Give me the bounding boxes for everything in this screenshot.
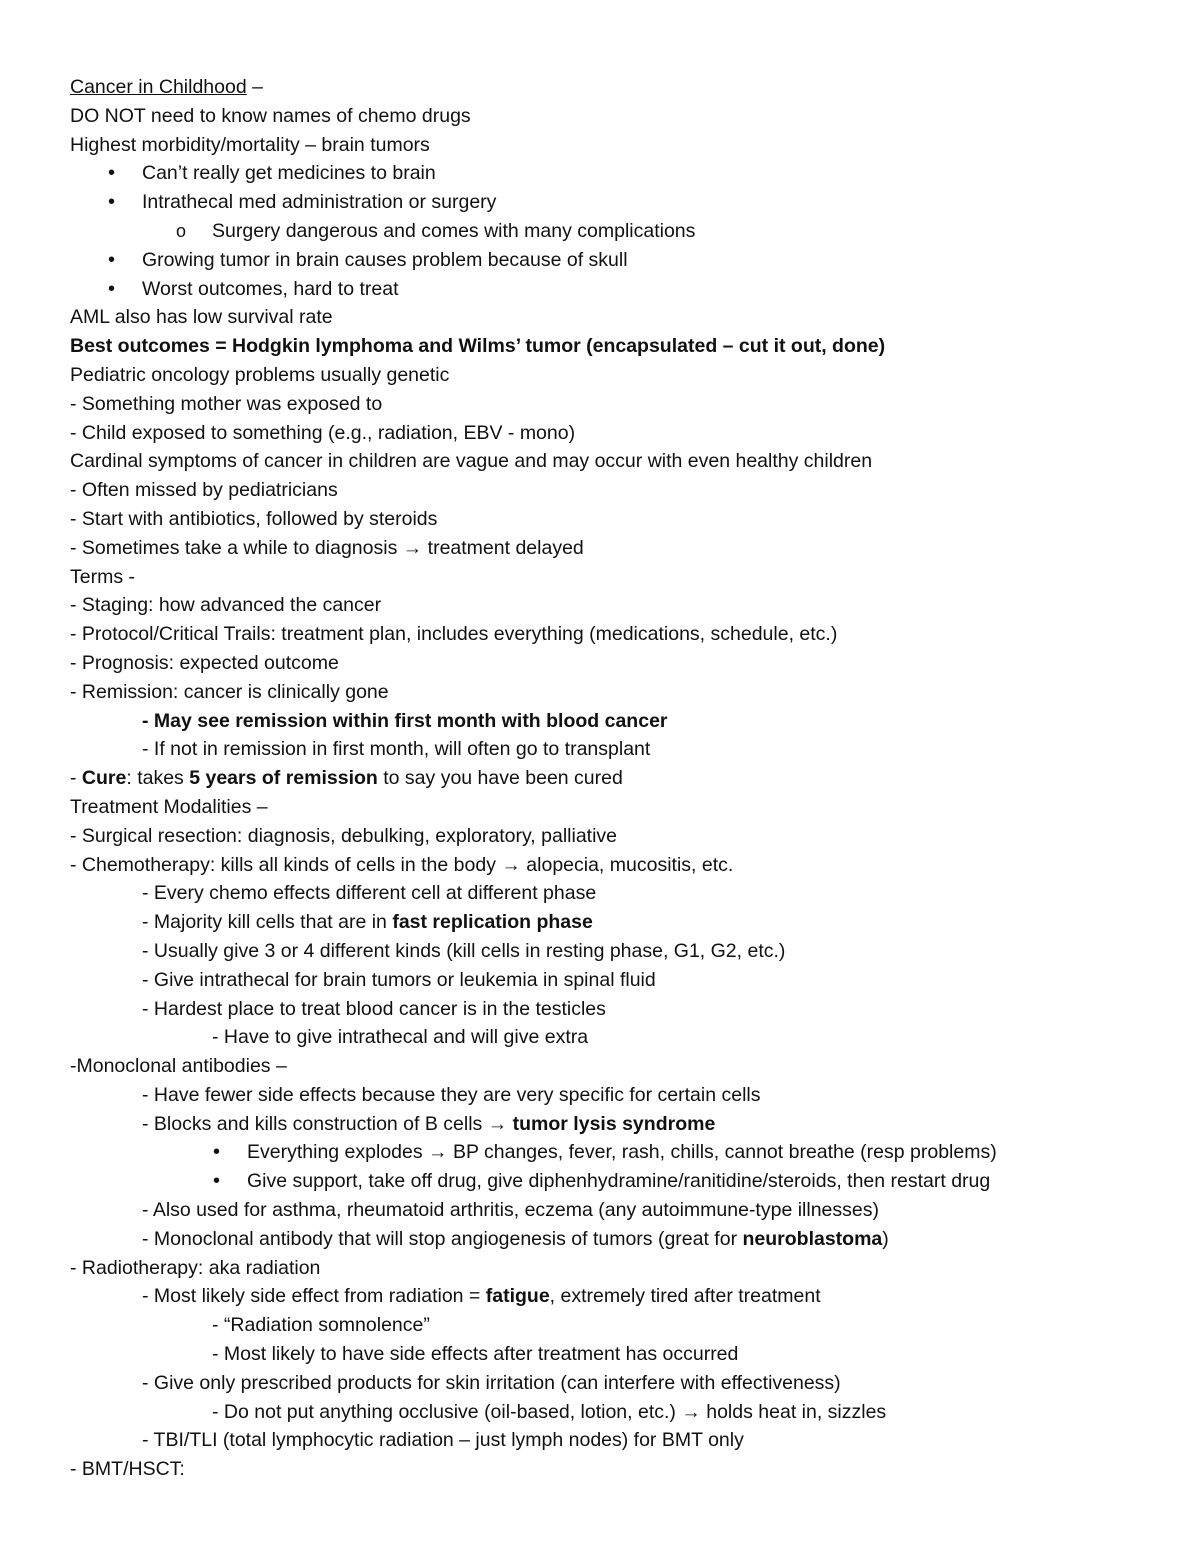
text-line: - Staging: how advanced the cancer [70,594,382,617]
arrow-icon: → [681,1400,701,1423]
text-line: - Monoclonal antibody that will stop angiogenesis of tumors (great for neuroblastoma) [142,1227,889,1250]
arrow-icon: → [487,1112,508,1135]
text-line: - Cure: takes 5 years of remission to say you have been cured [70,767,623,790]
arrow-icon: → [501,853,521,876]
text-line: - Usually give 3 or 4 different kinds (kill cells in resting phase, G1, G2, etc.) [142,939,786,962]
text-line: - Sometimes take a while to diagnosis → treatment delayed [70,536,584,559]
bullet-item: • Growing tumor in brain causes problem because of skull [70,246,1150,275]
text-line: -Monoclonal antibodies – [70,1055,287,1078]
text-line: - Most likely side effect from radiation = fatigue, extremely tired after treatment [142,1285,821,1308]
text-line: - Surgical resection: diagnosis, debulking, exploratory, palliative [70,824,618,847]
text-line: Cardinal symptoms of cancer in children are vague and may occur with even healthy children [70,450,873,473]
bullet-item: • Worst outcomes, hard to treat [70,275,1150,304]
bullet-icon: • [108,162,116,185]
text-line: - Radiotherapy: aka radiation [70,1256,321,1279]
arrow-icon: → [402,536,423,559]
bullet-item: • Everything explodes → BP changes, fever, rash, chills, cannot breathe (resp problems) [70,1138,1150,1167]
text-line: - Blocks and kills construction of B cells → tumor lysis syndrome [142,1112,716,1135]
sub-bullet-item: o Surgery dangerous and comes with many complications [70,217,1150,246]
bullet-icon: • [213,1170,221,1193]
text-line: - Have to give intrathecal and will give extra [212,1026,589,1049]
bullet-icon: • [108,248,116,271]
text-line: - Majority kill cells that are in fast replication phase [142,911,593,934]
text-line: Pediatric oncology problems usually genetic [70,363,450,386]
text-line: - Hardest place to treat blood cancer is in the testicles [142,997,606,1020]
text-line: - “Radiation somnolence” [212,1314,430,1337]
bullet-icon: • [108,191,116,214]
text-line: - Do not put anything occlusive (oil-based, lotion, etc.) → holds heat in, sizzles [212,1400,887,1423]
title-line: Cancer in Childhood – [70,76,263,98]
text-line: - Child exposed to something (e.g., radiation, EBV - mono) [70,421,576,444]
text-line: - Start with antibiotics, followed by steroids [70,507,438,530]
text-line: DO NOT need to know names of chemo drugs [70,104,471,127]
text-line: - Also used for asthma, rheumatoid arthritis, eczema (any autoimmune-type illnesses) [142,1199,879,1222]
bullet-item: • Intrathecal med administration or surgery [70,188,1150,217]
text-line: - Often missed by pediatricians [70,479,338,502]
text-line: - Prognosis: expected outcome [70,651,339,674]
bullet-icon: • [213,1141,221,1164]
text-line: Best outcomes = Hodgkin lymphoma and Wilms’ tumor (encapsulated – cut it out, done) [70,335,886,358]
text-line: Treatment Modalities – [70,795,268,818]
text-line: - Remission: cancer is clinically gone [70,680,389,703]
bullet-item: • Can’t really get medicines to brain [70,159,1150,188]
text-line: - Give intrathecal for brain tumors or leukemia in spinal fluid [142,968,656,991]
text-line: - BMT/HSCT: [70,1458,185,1481]
page-title: Cancer in Childhood [70,76,247,98]
text-line: - TBI/TLI (total lymphocytic radiation – just lymph nodes) for BMT only [142,1429,744,1452]
text-line: - Protocol/Critical Trails: treatment plan, includes everything (medications, schedule, etc.) [70,623,838,646]
text-line: AML also has low survival rate [70,306,333,329]
text-line: - Most likely to have side effects after treatment has occurred [212,1343,739,1366]
bullet-icon: • [108,277,116,300]
bullet-item: • Give support, take off drug, give diphenhydramine/ranitidine/steroids, then restart drug [70,1167,1150,1196]
text-line: - If not in remission in first month, will often go to transplant [142,738,651,761]
circle-bullet-icon: o [176,220,187,241]
text-line: Highest morbidity/mortality – brain tumors [70,133,430,156]
text-line: - May see remission within first month with blood cancer [142,709,668,732]
text-line: Terms - [70,565,135,588]
arrow-icon: → [428,1141,448,1164]
text-line: - Something mother was exposed to [70,392,383,415]
text-line: - Give only prescribed products for skin irritation (can interfere with effectiveness) [142,1371,841,1394]
document-body [70,73,1150,1484]
text-line: - Every chemo effects different cell at different phase [142,882,597,905]
text-line: - Have fewer side effects because they are very specific for certain cells [142,1083,761,1106]
text-line: - Chemotherapy: kills all kinds of cells in the body → alopecia, mucositis, etc. [70,853,734,876]
